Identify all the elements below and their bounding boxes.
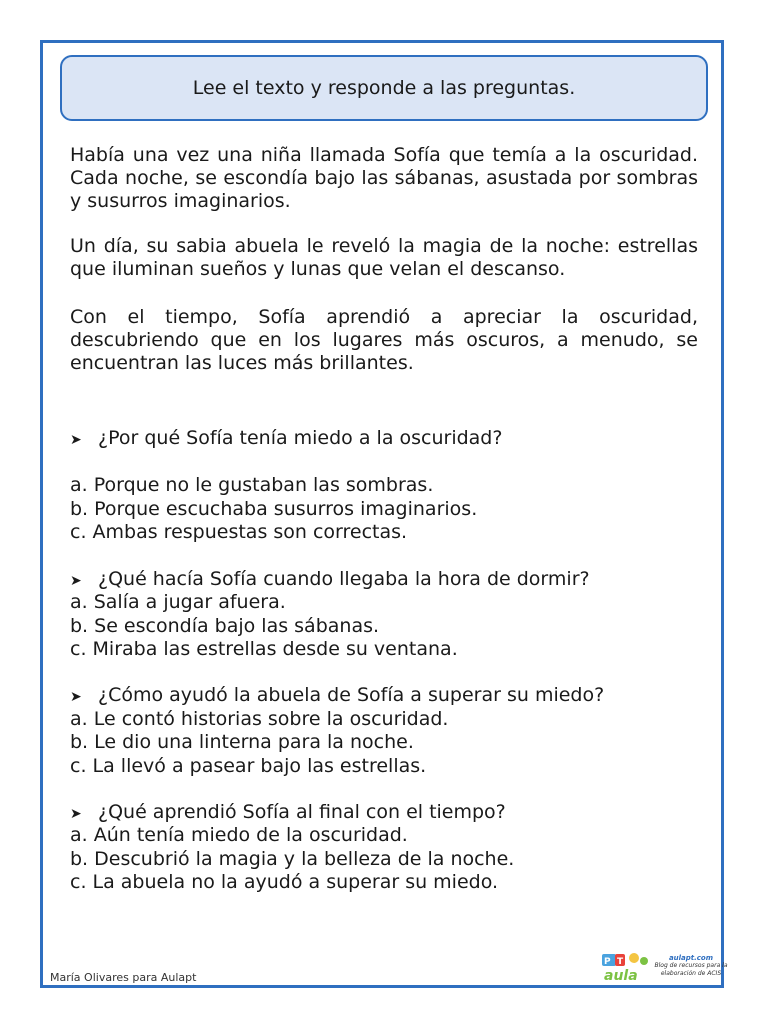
question-4-text: ¿Qué aprendió Sofía al final con el tiempo?	[98, 801, 506, 823]
question-1-option-c: c. Ambas respuestas son correctas.	[70, 521, 408, 543]
story-paragraph-2: Un día, su sabia abuela le reveló la magia de la noche: estrellas que iluminan sueños y lunas que velan el descanso.	[70, 235, 698, 280]
arrow-bullet-icon: ➤	[70, 573, 82, 589]
svg-text:T: T	[617, 957, 624, 967]
logo-url-text: aulapt.com	[668, 954, 714, 962]
svg-text:P: P	[604, 957, 611, 967]
question-4-option-a: a. Aún tenía miedo de la oscuridad.	[70, 824, 408, 846]
question-3	[70, 683, 604, 709]
question-4-option-b: b. Descubrió la magia y la belleza de la noche.	[70, 848, 515, 870]
question-1-option-a: a. Porque no le gustaban las sombras.	[70, 474, 434, 496]
logo-tagline-text: Blog de recursos para la elaboración de ACIS	[654, 962, 728, 977]
question-2-text: ¿Qué hacía Sofía cuando llegaba la hora de dormir?	[98, 568, 590, 590]
question-3-option-c: c. La llevó a pasear bajo las estrellas.	[70, 755, 427, 777]
logo-tagline	[654, 954, 728, 978]
question-4-option-c: c. La abuela no la ayudó a superar su miedo.	[70, 871, 499, 893]
instruction-box	[60, 55, 708, 121]
question-3-option-a: a. Le contó historias sobre la oscuridad.	[70, 708, 449, 730]
question-1	[70, 426, 502, 452]
question-2-option-b: b. Se escondía bajo las sábanas.	[70, 615, 380, 637]
arrow-bullet-icon: ➤	[70, 806, 82, 822]
question-2-option-c: c. Miraba las estrellas desde su ventana.	[70, 638, 458, 660]
question-2-option-a: a. Salía a jugar afuera.	[70, 591, 286, 613]
story-paragraph-1: Había una vez una niña llamada Sofía que temía a la oscuridad. Cada noche, se escondía bajo las sábanas, asustada por sombras y susurros imaginarios.	[70, 144, 698, 212]
story-paragraph-3: Con el tiempo, Sofía aprendió a apreciar la oscuridad, descubriendo que en los lugares más oscuros, a menudo, se encuentran las luces más brillantes.	[70, 306, 698, 374]
question-1-text: ¿Por qué Sofía tenía miedo a la oscuridad?	[98, 427, 503, 449]
svg-text:aula: aula	[604, 968, 638, 984]
footer-author: María Olivares para Aulapt	[50, 971, 197, 984]
arrow-bullet-icon: ➤	[70, 689, 82, 705]
question-3-option-b: b. Le dio una linterna para la noche.	[70, 731, 414, 753]
question-3-text: ¿Cómo ayudó la abuela de Sofía a superar su miedo?	[98, 684, 605, 706]
question-1-option-b: b. Porque escuchaba susurros imaginarios.	[70, 498, 478, 520]
instruction-text: Lee el texto y responde a las preguntas.	[192, 77, 576, 99]
arrow-bullet-icon: ➤	[70, 432, 82, 448]
aulapt-logo-icon	[600, 950, 652, 984]
